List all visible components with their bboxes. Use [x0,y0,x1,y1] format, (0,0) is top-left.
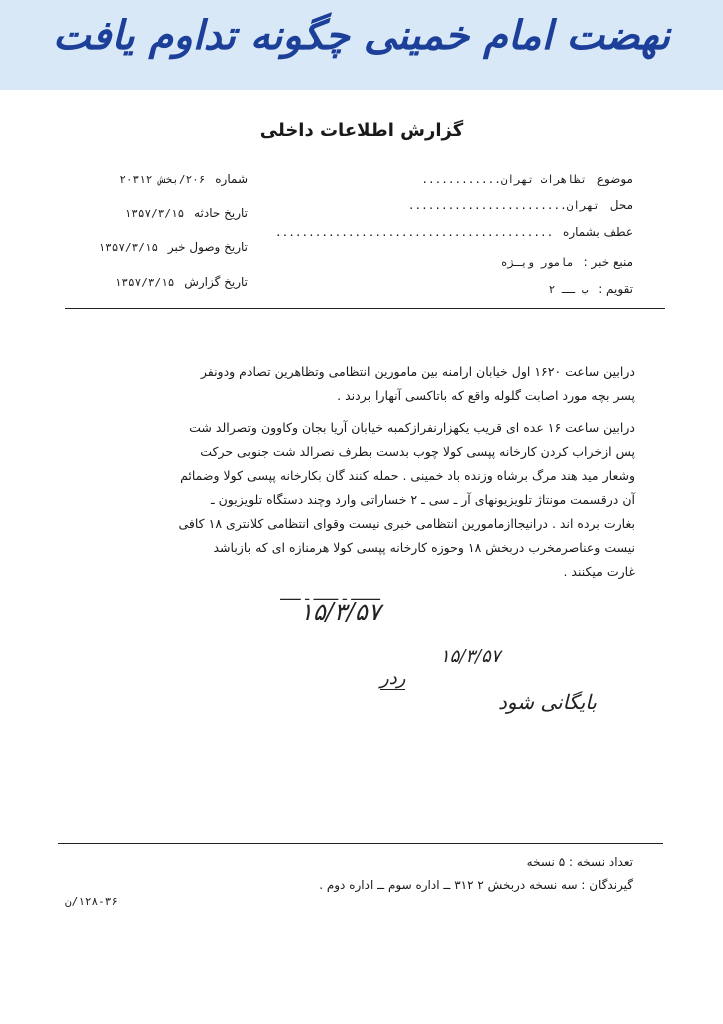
handwritten-date-1: ۱۵/۳/۵۷ [300,598,381,626]
body-line: آن درقسمت مونتاژ تلویزیونهای آر ـ سی ـ ۲ خساراتی وارد وچند دستگاه تلویزیون ـ [210,492,635,507]
field-report-date-value: ۱۳۵۷/۳/۱۵ [114,276,175,289]
body-line: پسر بچه مورد اصابت گلوله واقع که باتاکسی آنهارا بردند . [337,388,635,403]
field-incident-date-label: تاریخ حادثه [194,206,248,220]
field-incident-date [125,206,248,220]
footer-divider [58,843,663,844]
field-place: محل تهران........................ [407,198,633,212]
banner [0,0,723,90]
field-receipt-date-value: ۱۳۵۷/۳/۱۵ [98,241,159,254]
body-line: درابین ساعت ۱۶ عده ای قریب یکهزارنفرازکمبه خیابان آریا بجان وکاوون وتصرالد شت [189,420,635,435]
handwritten-initials: ردر [380,668,406,689]
field-subject-label: موضوع [596,172,633,186]
archive-ref: ۱۲۸-۳۶/ن [65,895,118,908]
header-divider [65,308,665,309]
field-rating-label: تقویم : [598,282,633,296]
field-source-value: مامور ویـژه [500,256,574,269]
recipients: گیرندگان : سه نسخه دربخش ۲ ۳۱۲ ــ اداره سوم ــ اداره دوم . [319,878,633,892]
field-receipt-date [98,240,248,254]
field-subject: موضوع تظاهرات تهران............ [421,172,633,186]
body-line: غارت میکنند . [563,564,635,579]
field-ref: عطف بشماره .......................................... [275,225,633,239]
report-title: گزارش اطلاعات داخلی [259,120,464,141]
field-number-label: شماره [215,172,248,186]
field-source-label: منبع خبر : [583,255,633,269]
field-receipt-date-label: تاریخ وصول خبر [167,240,248,254]
field-number-value: ۲۰۶/بخش ۲۰۳۱۲ [119,173,206,186]
field-source [501,255,633,269]
field-place-value: تهران [566,199,600,212]
copies-count: تعداد نسخه : ۵ نسخه [526,855,633,869]
field-rating [549,282,633,296]
field-number [119,172,248,186]
body-line: وشعار مید هند مرگ برشاه وزنده باد خمینی . حمله کنند گان بکارخانه پپسی کولا وضمائم [180,468,635,483]
handwritten-signature: بایگانی شود [498,690,597,714]
field-ref-label: عطف بشماره [563,225,633,239]
field-rating-value: ب ــ ۲ [548,283,589,296]
field-report-date [115,275,248,289]
field-incident-date-value: ۱۳۵۷/۳/۱۵ [124,207,185,220]
body-line: پس ازخراب کردن کارخانه پپسی کولا چوب بدست بطرف نصرالد شت جنوبی حرکت [200,444,635,459]
body-line: درابین ساعت ۱۶۲۰ اول خیابان ارامنه بین مامورین انتظامی وتظاهرین تصادم ودونفر [200,364,635,379]
body-line: بغارت برده اند . درانیجاازمامورین انتظامی خبری نیست وقوای انتظامی کلانتری ۱۸ کافی [178,516,635,531]
handwritten-date-2: ۱۵/۳/۵۷ [440,646,501,667]
field-subject-value: تظاهرات تهران [500,173,587,186]
field-place-label: محل [609,198,633,212]
banner-title: نهضت امام خمینی چگونه تداوم یافت [52,12,671,59]
closing-dash-mark: ـــــــ ـ ــــــ ـ ـــــ [280,588,380,604]
field-report-date-label: تاریخ گزارش [184,275,248,289]
body-line: نیست وعناصرمخرب دربخش ۱۸ وحوزه کارخانه پپسی کولا هرمنازه ای که بازباشد [213,540,635,555]
report-body [75,360,635,584]
